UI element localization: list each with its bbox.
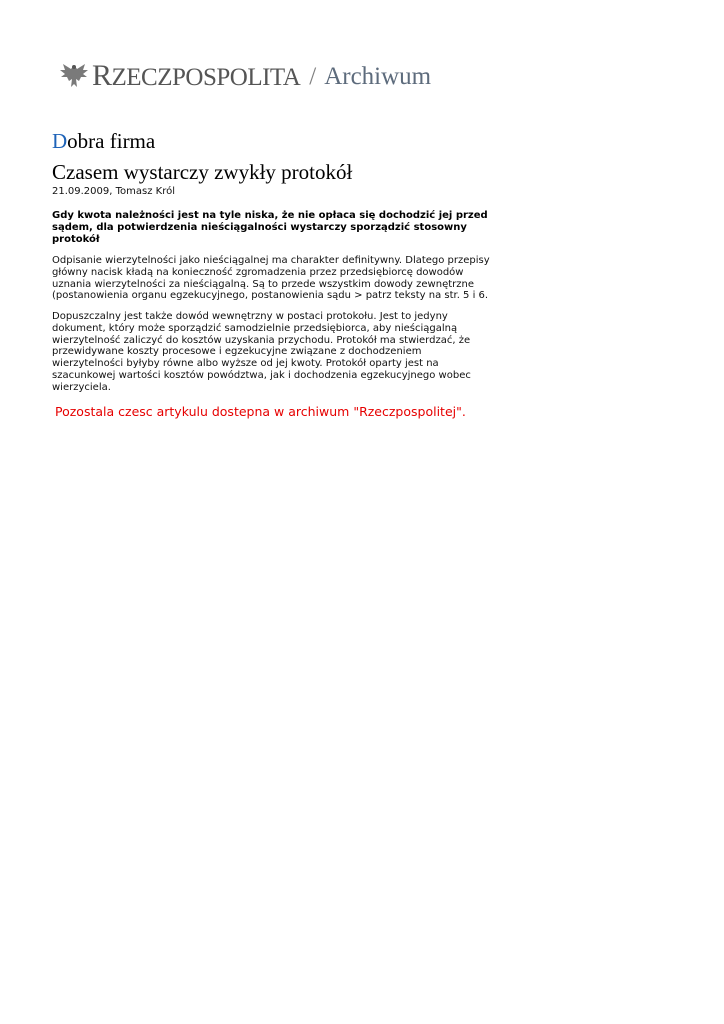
article-paragraph: Odpisanie wierzytelności jako nieściągalnej ma charakter definitywny. Dlatego przepisy główny nacisk kładą na konieczność zgromadzenia przez przedsiębiorcę dowodów uznania wierzytelności za nieściągalną. Są to przede wszystkim dowody zewnętrzne (postanowienia organu egzekucyjnego, postanowienia sądu > patrz teksty na str. 5 i 6. [52, 255, 490, 302]
brand-name: RZECZPOSPOLITA [92, 59, 301, 92]
archive-notice: Pozostala czesc artykulu dostepna w archiwum "Rzeczpospolitej". [55, 404, 466, 419]
article-title: Czasem wystarczy zwykły protokół [52, 160, 353, 184]
article-meta: 21.09.2009, Tomasz Król [52, 186, 175, 197]
archive-label: Archiwum [324, 62, 432, 90]
article-paragraph: Dopuszczalny jest także dowód wewnętrzny w postaci protokołu. Jest to jedyny dokument, który może sporządzić samodzielnie przedsiębiorca, aby nieściągalną wierzytelność zaliczyć do kosztów uzyskania przychodu. Protokół ma stwierdzać, że przewidywane koszty procesowe i egzekucyjne związane z dochodzeniem wierzytelności byłyby równe albo wyższe od jej kwoty. Protokół oparty jest na szacunkowej wartości kosztów powództwa, jak i dochodzenia egzekucyjnego wobec wierzyciela. [52, 311, 471, 393]
eagle-icon [58, 61, 90, 91]
masthead-separator: / [309, 62, 317, 90]
masthead-logo [58, 60, 431, 92]
section-heading: Dobra firma [52, 129, 156, 153]
article-lead: Gdy kwota należności jest na tyle niska, że nie opłaca się dochodzić jej przed sądem, dla potwierdzenia nieściągalności wystarczy sporządzić stosowny protokół [52, 210, 488, 245]
